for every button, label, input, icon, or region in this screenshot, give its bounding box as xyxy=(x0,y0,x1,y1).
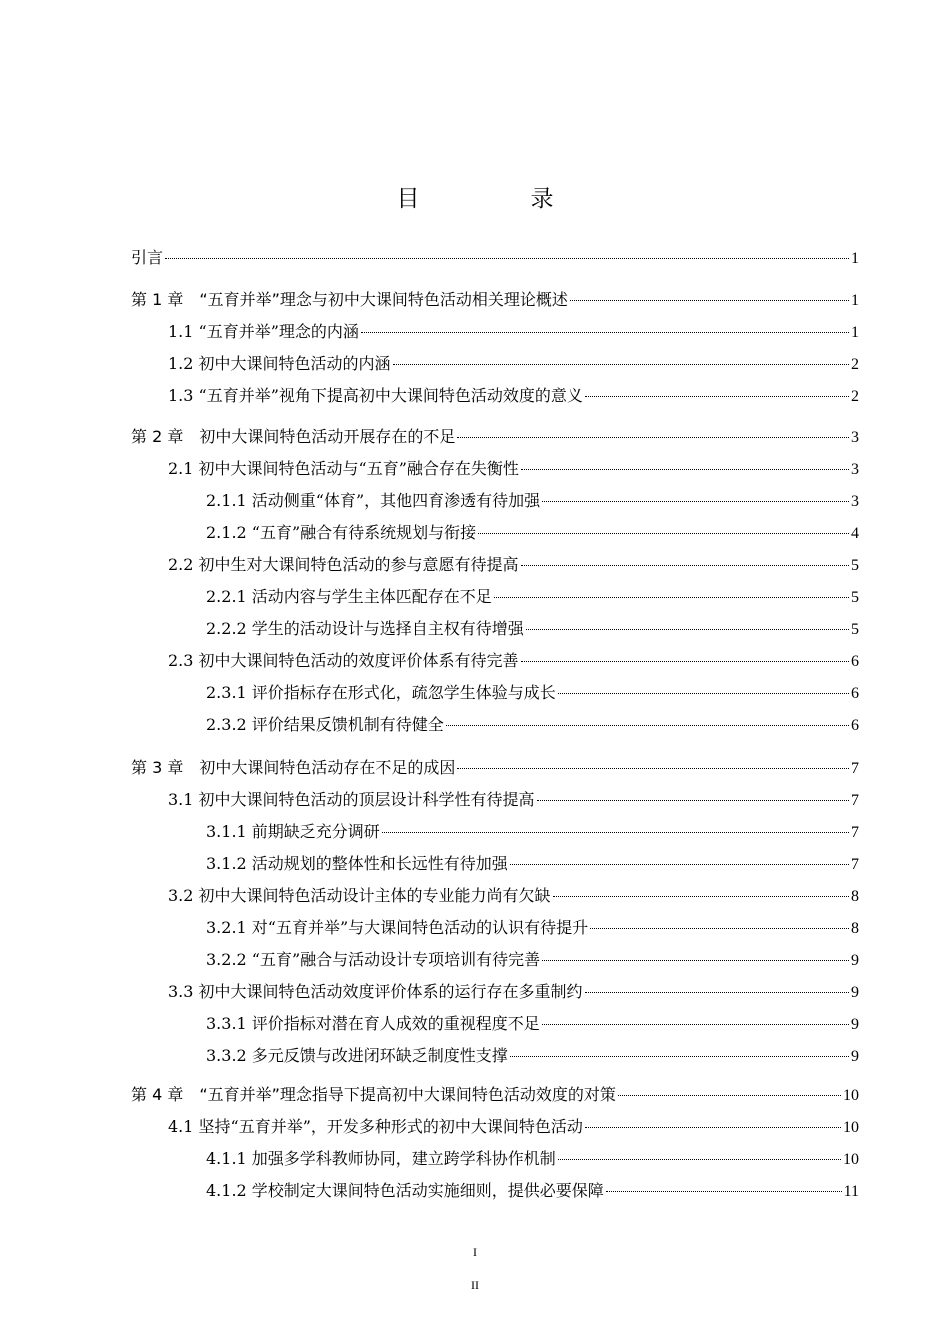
toc-entry-2-2-1[interactable] xyxy=(206,585,859,609)
leader-dots xyxy=(558,1159,841,1160)
toc-entry-page: 10 xyxy=(843,1119,859,1136)
toc-entry-label: 2.3.1 评价指标存在形式化，疏忽学生体验与成长 xyxy=(206,683,556,702)
leader-dots xyxy=(446,725,849,726)
toc-entry-label: 3.1.1 前期缺乏充分调研 xyxy=(206,822,380,841)
toc-entry-page: 10 xyxy=(843,1087,859,1104)
leader-dots xyxy=(542,960,849,961)
toc-entry-1-1[interactable] xyxy=(168,320,859,344)
leader-dots xyxy=(361,332,849,333)
toc-entry-label: 1.1 “五育并举”理念的内涵 xyxy=(168,322,359,341)
toc-entry-page: 6 xyxy=(851,717,859,734)
toc-entry-page: 9 xyxy=(851,1048,859,1065)
toc-entry-2-3[interactable] xyxy=(168,649,859,673)
toc-entry-page: 2 xyxy=(851,356,859,373)
toc-entry-chapter-1[interactable] xyxy=(131,288,859,312)
toc-entry-3-1[interactable] xyxy=(168,788,859,812)
toc-entry-page: 5 xyxy=(851,621,859,638)
leader-dots xyxy=(553,896,849,897)
page-title: 目 录 xyxy=(396,186,598,212)
leader-dots xyxy=(521,565,849,566)
toc-entry-label: 1.2 初中大课间特色活动的内涵 xyxy=(168,354,391,373)
leader-dots xyxy=(521,661,849,662)
toc-entry-page: 3 xyxy=(851,461,859,478)
toc-entry-page: 3 xyxy=(851,493,859,510)
leader-dots xyxy=(542,1024,849,1025)
toc-entry-4-1-1[interactable] xyxy=(206,1147,859,1171)
toc-entry-3-2-1[interactable] xyxy=(206,916,859,940)
toc-entry-1-3[interactable] xyxy=(168,384,859,408)
leader-dots xyxy=(537,800,849,801)
leader-dots xyxy=(570,300,849,301)
leader-dots xyxy=(382,832,849,833)
toc-entry-2-1[interactable] xyxy=(168,457,859,481)
page-number-roman-1: I xyxy=(473,1245,477,1259)
toc-entry-2-1-1[interactable] xyxy=(206,489,859,513)
toc-entry-label: 第 1 章 “五育并举”理念与初中大课间特色活动相关理论概述 xyxy=(131,290,568,309)
toc-entry-2-3-1[interactable] xyxy=(206,681,859,705)
toc-entry-label: 2.2.1 活动内容与学生主体匹配存在不足 xyxy=(206,587,492,606)
leader-dots xyxy=(618,1095,841,1096)
leader-dots xyxy=(510,864,849,865)
toc-entry-label: 2.2.2 学生的活动设计与选择自主权有待增强 xyxy=(206,619,524,638)
toc-entry-page: 4 xyxy=(851,525,859,542)
toc-entry-label: 3.2 初中大课间特色活动设计主体的专业能力尚有欠缺 xyxy=(168,886,551,905)
toc-entry-label: 引言 xyxy=(131,248,164,267)
leader-dots xyxy=(558,693,849,694)
leader-dots xyxy=(457,437,849,438)
toc-entry-label: 3.2.1 对“五育并举”与大课间特色活动的认识有待提升 xyxy=(206,918,589,937)
leader-dots xyxy=(585,396,849,397)
toc-entry-intro[interactable] xyxy=(131,246,859,270)
toc-entry-label: 3.1 初中大课间特色活动的顶层设计科学性有待提高 xyxy=(168,790,535,809)
toc-entry-page: 1 xyxy=(851,292,859,309)
toc-entry-page: 7 xyxy=(851,792,859,809)
toc-entry-2-3-2[interactable] xyxy=(206,713,859,737)
toc-entry-label: 4.1 坚持“五育并举”，开发多种形式的初中大课间特色活动 xyxy=(168,1117,583,1136)
leader-dots xyxy=(457,768,849,769)
toc-entry-chapter-4[interactable] xyxy=(131,1083,859,1107)
leader-dots xyxy=(585,1127,841,1128)
toc-entry-3-3[interactable] xyxy=(168,980,859,1004)
toc-entry-label: 2.3.2 评价结果反馈机制有待健全 xyxy=(206,715,444,734)
toc-entry-3-3-1[interactable] xyxy=(206,1012,859,1036)
toc-entry-2-2-2[interactable] xyxy=(206,617,859,641)
toc-entry-page: 6 xyxy=(851,653,859,670)
toc-entry-page: 5 xyxy=(851,589,859,606)
toc-entry-label: 2.1.2 “五育”融合有待系统规划与衔接 xyxy=(206,523,477,542)
toc-entry-page: 1 xyxy=(851,324,859,341)
toc-entry-2-1-2[interactable] xyxy=(206,521,859,545)
toc-entry-label: 2.1 初中大课间特色活动与“五育”融合存在失衡性 xyxy=(168,459,519,478)
toc-entry-chapter-3[interactable] xyxy=(131,756,859,780)
toc-entry-3-2-2[interactable] xyxy=(206,948,859,972)
toc-entry-label: 第 4 章 “五育并举”理念指导下提高初中大课间特色活动效度的对策 xyxy=(131,1085,616,1104)
leader-dots xyxy=(590,928,849,929)
toc-entry-label: 第 2 章 初中大课间特色活动开展存在的不足 xyxy=(131,427,456,446)
toc-entry-4-1-2[interactable] xyxy=(206,1179,859,1203)
toc-entry-label: 2.2 初中生对大课间特色活动的参与意愿有待提高 xyxy=(168,555,519,574)
toc-entry-label: 4.1.2 学校制定大课间特色活动实施细则，提供必要保障 xyxy=(206,1181,604,1200)
toc-entry-page: 9 xyxy=(851,984,859,1001)
toc-entry-3-3-2[interactable] xyxy=(206,1044,859,1068)
toc-entry-label: 1.3 “五育并举”视角下提高初中大课间特色活动效度的意义 xyxy=(168,386,583,405)
toc-entry-page: 7 xyxy=(851,824,859,841)
toc-entry-page: 9 xyxy=(851,952,859,969)
toc-entry-3-1-1[interactable] xyxy=(206,820,859,844)
toc-entry-1-2[interactable] xyxy=(168,352,859,376)
toc-entry-page: 11 xyxy=(843,1183,859,1200)
leader-dots xyxy=(478,533,849,534)
toc-entry-page: 5 xyxy=(851,557,859,574)
toc-entry-label: 第 3 章 初中大课间特色活动存在不足的成因 xyxy=(131,758,456,777)
toc-entry-3-1-2[interactable] xyxy=(206,852,859,876)
toc-entry-page: 8 xyxy=(851,888,859,905)
toc-entry-label: 2.1.1 活动侧重“体育”，其他四育渗透有待加强 xyxy=(206,491,541,510)
toc-entry-label: 2.3 初中大课间特色活动的效度评价体系有待完善 xyxy=(168,651,519,670)
toc-entry-label: 3.1.2 活动规划的整体性和长远性有待加强 xyxy=(206,854,508,873)
leader-dots xyxy=(526,629,849,630)
leader-dots xyxy=(494,597,849,598)
toc-entry-3-2[interactable] xyxy=(168,884,859,908)
toc-entry-page: 10 xyxy=(843,1151,859,1168)
leader-dots xyxy=(542,501,849,502)
leader-dots xyxy=(510,1056,849,1057)
toc-entry-page: 9 xyxy=(851,1016,859,1033)
toc-entry-4-1[interactable] xyxy=(168,1115,859,1139)
leader-dots xyxy=(521,469,849,470)
toc-entry-label: 3.2.2 “五育”融合与活动设计专项培训有待完善 xyxy=(206,950,541,969)
toc-entry-page: 6 xyxy=(851,685,859,702)
toc-entry-label: 3.3.1 评价指标对潜在育人成效的重视程度不足 xyxy=(206,1014,540,1033)
toc-entry-page: 7 xyxy=(851,856,859,873)
leader-dots xyxy=(393,364,849,365)
toc-entry-page: 1 xyxy=(851,250,859,267)
toc-entry-page: 8 xyxy=(851,920,859,937)
toc-entry-page: 7 xyxy=(851,760,859,777)
toc-entry-page: 3 xyxy=(851,429,859,446)
toc-entry-label: 3.3.2 多元反馈与改进闭环缺乏制度性支撑 xyxy=(206,1046,508,1065)
leader-dots xyxy=(585,992,849,993)
leader-dots xyxy=(165,258,849,259)
toc-entry-chapter-2[interactable] xyxy=(131,425,859,449)
toc-entry-page: 2 xyxy=(851,388,859,405)
toc-entry-label: 3.3 初中大课间特色活动效度评价体系的运行存在多重制约 xyxy=(168,982,583,1001)
page-number-roman-2: II xyxy=(471,1278,479,1292)
toc-entry-label: 4.1.1 加强多学科教师协同，建立跨学科协作机制 xyxy=(206,1149,556,1168)
leader-dots xyxy=(606,1191,842,1192)
toc-entry-2-2[interactable] xyxy=(168,553,859,577)
